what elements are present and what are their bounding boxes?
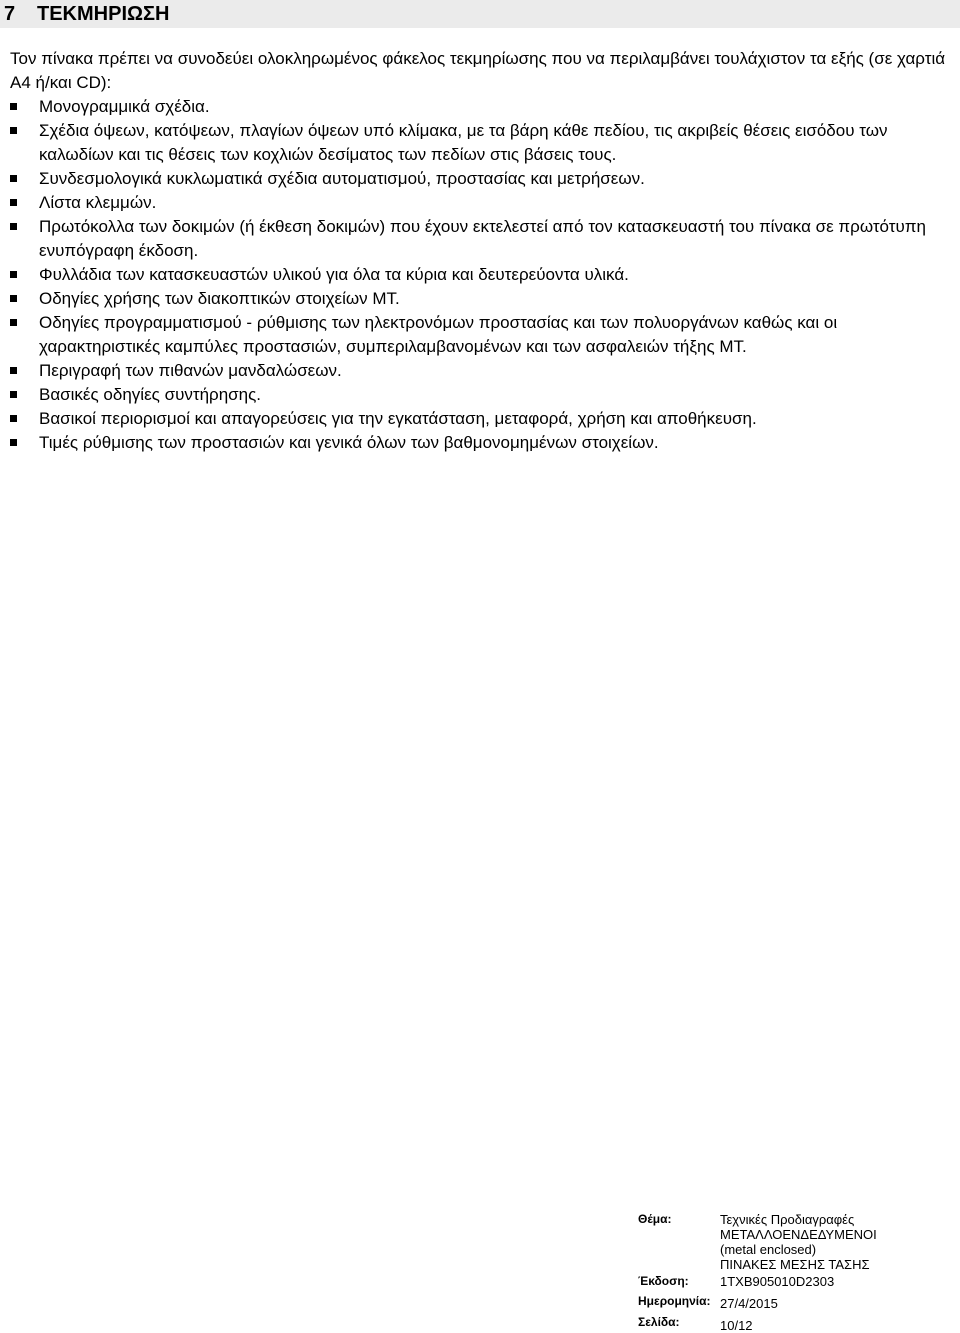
- list-item-text: Βασικοί περιορισμοί και απαγορεύσεις για την εγκατάσταση, μεταφορά, χρήση και αποθήκευση.: [39, 409, 757, 428]
- list-item: [10, 191, 954, 215]
- list-item: [10, 359, 954, 383]
- bullet-square-icon: [10, 439, 17, 446]
- list-item: [10, 383, 954, 407]
- list-item: [10, 95, 954, 119]
- footer-subject-value: [720, 1212, 958, 1272]
- footer-subject-line: ΠΙΝΑΚΕΣ ΜΕΣΗΣ ΤΑΣΗΣ: [720, 1257, 870, 1272]
- list-item-text: Βασικές οδηγίες συντήρησης.: [39, 385, 262, 404]
- bullet-square-icon: [10, 415, 17, 422]
- bullet-square-icon: [10, 295, 17, 302]
- bullet-square-icon: [10, 175, 17, 182]
- list-item-text: Λίστα κλεμμών.: [39, 193, 157, 212]
- footer-edition-value: 1TXB905010D2303: [720, 1274, 835, 1289]
- list-item: [10, 407, 954, 431]
- footer-subject-label: Θέμα:: [638, 1212, 672, 1226]
- footer-edition-row: [638, 1274, 958, 1290]
- list-item: [10, 431, 954, 455]
- list-item-text: Τιμές ρύθμισης των προστασιών και γενικά όλων των βαθμονομημένων στοιχείων.: [39, 433, 659, 452]
- bullet-square-icon: [10, 103, 17, 110]
- list-item: [10, 215, 954, 263]
- footer-subject-line: (metal enclosed): [720, 1242, 817, 1257]
- list-item-text: Σχέδια όψεων, κατόψεων, πλαγίων όψεων υπό κλίμακα, με τα βάρη κάθε πεδίου, τις ακριβείς θέσεις εισόδου των καλωδίων και τις θέσεις των κοχλιών δεσίματος των πεδίων στις βάσεις τους.: [39, 121, 888, 164]
- document-footer: [638, 1212, 958, 1333]
- footer-page-row: [638, 1315, 958, 1333]
- list-item-text: Συνδεσμολογικά κυκλωματικά σχέδια αυτοματισμού, προστασίας και μετρήσεων.: [39, 169, 645, 188]
- list-item: [10, 167, 954, 191]
- list-item: [10, 119, 954, 167]
- footer-date-row: [638, 1294, 958, 1311]
- footer-subject-line: ΜΕΤΑΛΛΟΕΝΔΕΔΥΜΕΝΟΙ: [720, 1227, 877, 1242]
- footer-page-label: Σελίδα:: [638, 1315, 680, 1329]
- list-item-text: Οδηγίες χρήσης των διακοπτικών στοιχείων ΜΤ.: [39, 289, 400, 308]
- section-number: 7: [4, 3, 16, 25]
- list-item-text: Περιγραφή των πιθανών μανδαλώσεων.: [39, 361, 342, 380]
- footer-subject-row: [638, 1212, 958, 1272]
- footer-page-value: 10/12: [720, 1318, 753, 1333]
- footer-subject-line: Τεχνικές Προδιαγραφές: [720, 1212, 855, 1227]
- footer-date-value: 27/4/2015: [720, 1296, 778, 1311]
- intro-paragraph: Τον πίνακα πρέπει να συνοδεύει ολοκληρωμένος φάκελος τεκμηρίωσης που να περιλαμβάνει τουλάχιστον τα εξής (σε χαρτιά Α4 ή/και CD):: [10, 49, 946, 92]
- footer-date-label: Ημερομηνία:: [638, 1294, 711, 1308]
- bullet-square-icon: [10, 367, 17, 374]
- bullet-square-icon: [10, 319, 17, 326]
- list-item-text: Πρωτόκολλα των δοκιμών (ή έκθεση δοκιμών) που έχουν εκτελεστεί από τον κατασκευαστή του πίνακα σε πρωτότυπη ενυπόγραφη έκδοση.: [39, 217, 926, 260]
- bullet-square-icon: [10, 391, 17, 398]
- section-title: ΤΕΚΜΗΡΙΩΣΗ: [37, 3, 170, 25]
- list-item: [10, 311, 954, 359]
- bullet-square-icon: [10, 271, 17, 278]
- bullet-square-icon: [10, 223, 17, 230]
- list-item: [10, 263, 954, 287]
- section-heading: [0, 0, 960, 28]
- list-item-text: Φυλλάδια των κατασκευαστών υλικού για όλα τα κύρια και δευτερεύοντα υλικά.: [39, 265, 629, 284]
- list-item-text: Μονογραμμικά σχέδια.: [39, 97, 210, 116]
- documentation-list: [10, 95, 954, 455]
- bullet-square-icon: [10, 199, 17, 206]
- list-item: [10, 287, 954, 311]
- list-item-text: Οδηγίες προγραμματισμού - ρύθμισης των ηλεκτρονόμων προστασίας και των πολυοργάνων καθώς και οι χαρακτηριστικές καμπύλες προστασιών, συμπεριλαμβανομένων και των ασφαλειών τήξης ΜΤ.: [39, 313, 838, 356]
- bullet-square-icon: [10, 127, 17, 134]
- footer-edition-label: Έκδοση:: [638, 1274, 689, 1288]
